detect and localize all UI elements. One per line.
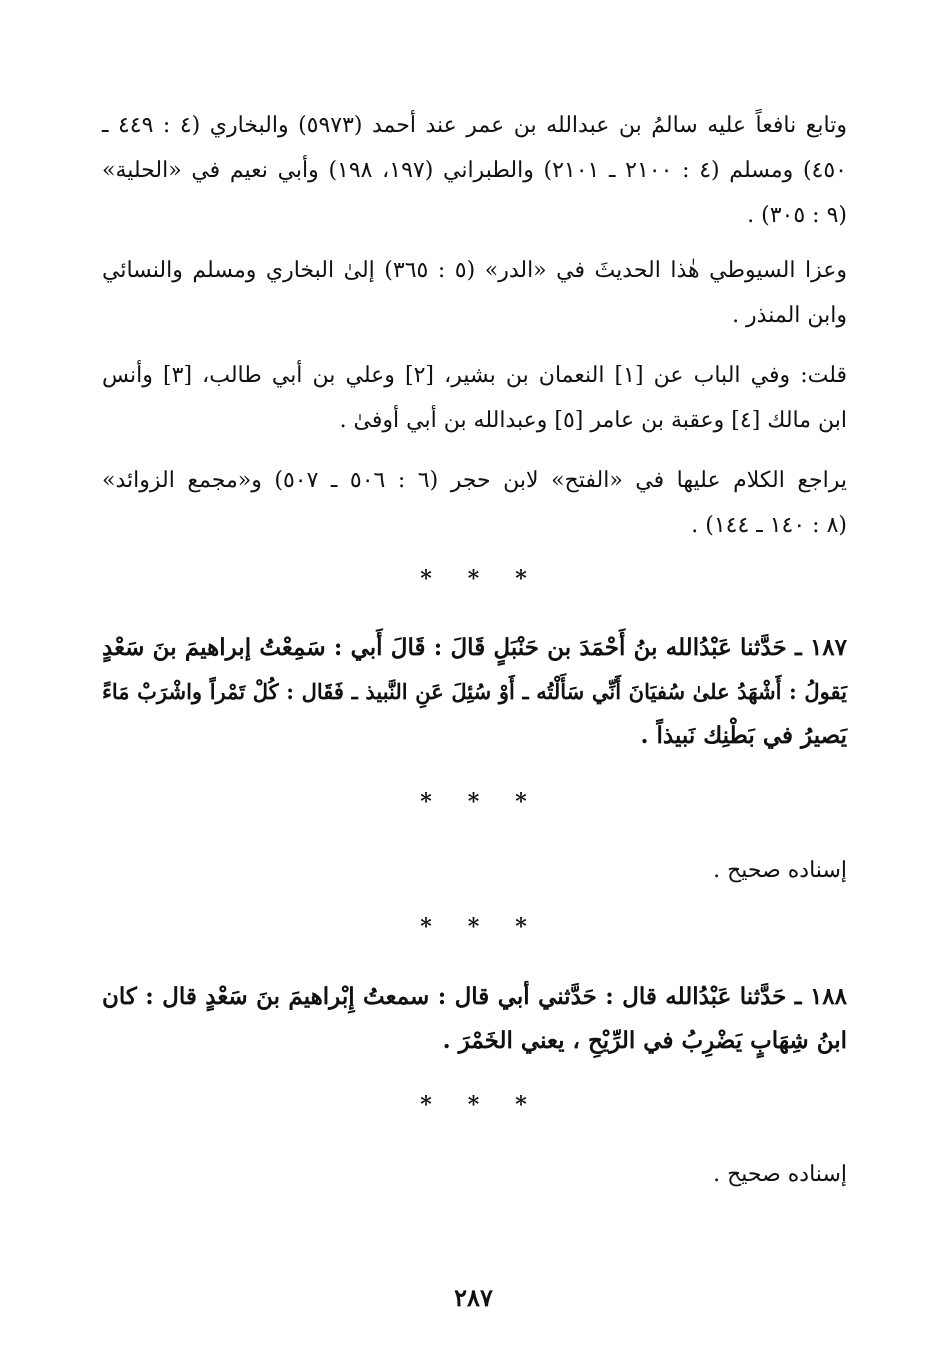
paragraph-references — [102, 458, 847, 548]
text-line: يراجع الكلام عليها في «الفتح» لابن حجر (٦ : ٥٠٦ ـ ٥٠٧) و«مجمع الزوائد» — [102, 468, 847, 493]
text-line: (٨ : ١٤٠ ـ ١٤٤) . — [691, 513, 847, 538]
paragraph-related-chapter — [102, 353, 847, 443]
text-line: ٤٥٠) ومسلم (٤ : ٢١٠٠ ـ ٢١٠١) والطبراني (١٩٧، ١٩٨) وأبي نعيم في «الحلية» — [102, 158, 847, 183]
paragraph-followup-narration — [102, 103, 847, 238]
text-line: ابنُ شِهَابٍ يَضْرِبُ في الرِّيْحِ ، يعني الخَمْرَ . — [442, 1027, 847, 1054]
text-line: إسناده صحيح . — [713, 1162, 847, 1187]
text-line: (٩ : ٣٠٥) . — [747, 203, 847, 228]
grading-188 — [102, 1152, 847, 1197]
hadith-187 — [102, 626, 847, 758]
text-line: ١٨٨ ـ حَدَّثنا عَبْدُالله قال : حَدَّثني أبي قال : سمعتُ إِبْراهيمَ بنَ سَعْدٍ قال : كان — [102, 983, 847, 1010]
grading-187 — [102, 848, 847, 893]
text-line: قلت: وفي الباب عن [١] النعمان بن بشير، [٢] وعلي بن أبي طالب، [٣] وأنس — [102, 363, 848, 388]
paragraph-suyuti-attribution — [102, 248, 847, 338]
text-line: يَقولُ : أَشْهَدُ علىٰ سُفيَانَ أَنِّي سَأَلْتُه ـ أَوْ سُئِلَ عَنِ النَّبيذ ـ فَقَال : كُلْ تَمْراً واشْرَبْ مَاءً — [102, 679, 847, 704]
section-separator: *** — [420, 789, 563, 815]
text-line: وتابع نافعاً عليه سالمُ بن عبدالله بن عمر عند أحمد (٥٩٧٣) والبخاري (٤ : ٤٤٩ ـ — [102, 113, 847, 138]
text-line: وابن المنذر . — [732, 303, 847, 328]
text-line: إسناده صحيح . — [713, 858, 847, 883]
text-line: يَصيرُ في بَطْنِك نَبيذاً . — [640, 722, 847, 749]
section-separator: *** — [420, 1092, 563, 1118]
page-number: ٢٨٧ — [454, 1283, 493, 1312]
section-separator: *** — [420, 566, 563, 592]
text-line: ١٨٧ ـ حَدَّثنا عَبْدُالله بنُ أَحْمَدَ بن حَنْبَلٍ قَالَ : قَالَ أَبي : سَمِعْتُ إبراهيمَ بنَ سَعْدٍ — [102, 634, 847, 661]
hadith-188 — [102, 975, 847, 1063]
text-line: وعزا السيوطي هٰذا الحديثَ في «الدر» (٥ : ٣٦٥) إلىٰ البخاري ومسلم والنسائي — [102, 258, 847, 283]
section-separator: *** — [420, 914, 563, 940]
text-line: ابن مالك [٤] وعقبة بن عامر [٥] وعبدالله بن أبي أوفىٰ . — [339, 408, 847, 433]
